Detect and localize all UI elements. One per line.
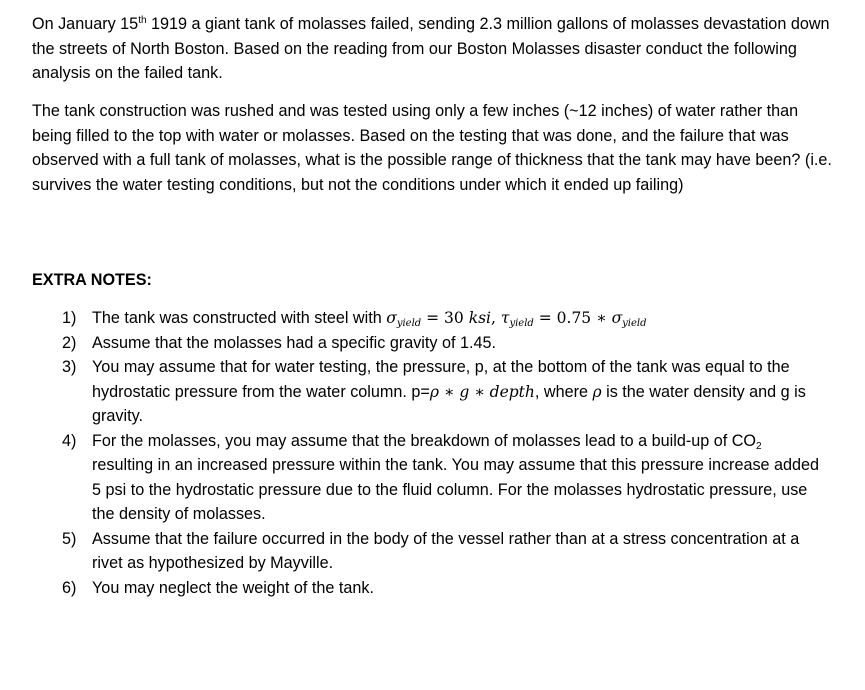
intro-paragraph (32, 12, 832, 86)
note-item-4 (62, 429, 822, 527)
note-number: 2) (62, 333, 77, 352)
pressure-formula: ρ ∗ g ∗ depth (429, 382, 535, 401)
note-text: You may neglect the weight of the tank. (92, 578, 374, 597)
note-number: 3) (62, 358, 77, 376)
yield-subscript: yield (396, 318, 422, 329)
note-item-6 (62, 576, 822, 601)
note-text: Assume that the failure occurred in the body of the vessel rather than at a stress concentration at a rivet as hypothesized by Mayville. (92, 529, 800, 572)
note-text-cont: resulting in an increased pressure within the tank. You may assume that this pressure increase added 5 psi to the hydrostatic pressure due to the fluid column. For the molasses hydrostatic pressure, use the density of molasses. (92, 456, 820, 523)
note-item-2 (62, 331, 822, 356)
tau-subscript: yield (509, 318, 534, 329)
notes-list (62, 306, 822, 600)
rho-symbol: ρ (592, 382, 602, 401)
note-text-end: is the water density and g is gravity. (92, 382, 806, 425)
extra-notes-heading: EXTRA NOTES: (32, 271, 152, 289)
intro-text-start: On January 15 (32, 15, 139, 33)
note-text: The tank was constructed with steel with (92, 309, 387, 327)
note-number: 6) (62, 578, 77, 597)
sigma-symbol: σ (386, 309, 397, 327)
tau-symbol: τ (500, 309, 510, 327)
intro-text-rest: 1919 a giant tank of molasses failed, sending 2.3 million gallons of molasses devastation down the streets of North Boston. Based on the reading from our Boston Molasses disaster conduct the following analysis on the failed tank. (32, 15, 830, 82)
comma: , (491, 309, 501, 327)
note-text: Assume that the molasses had a specific gravity of 1.45. (92, 333, 496, 352)
ksi-unit: ksi (468, 309, 491, 327)
note-number: 5) (62, 529, 77, 548)
note-item-5 (62, 527, 822, 576)
note-item-1 (62, 306, 822, 331)
yield-subscript-2: yield (622, 318, 647, 329)
note-number: 1) (62, 309, 77, 327)
ordinal-suffix: th (138, 15, 147, 26)
note-item-3 (62, 355, 822, 429)
note-text-cont: , where (534, 382, 593, 401)
note-text: You may assume that for water testing, the pressure, p, at the bottom of the tank was equal to the hydrostatic pressure from the water column. p= (92, 358, 790, 401)
note-number: 4) (62, 431, 77, 450)
co2-subscript: 2 (756, 440, 762, 452)
yield-stress-formula (386, 309, 646, 327)
equals-factor: = 0.75 ∗ (533, 309, 612, 327)
sigma-symbol-2: σ (611, 309, 623, 327)
equals-value: = 30 (421, 309, 469, 327)
note-text: For the molasses, you may assume that the breakdown of molasses lead to a build-up of CO (92, 431, 757, 450)
question-paragraph: The tank construction was rushed and was tested using only a few inches (~12 inches) of water rather than being filled to the top with water or molasses. Based on the testing that was done, and the failure that was observed with a full tank of molasses, what is the possible range of thickness that the tank may have been? (i.e. survives the water testing conditions, but not the conditions under which it ended up failing) (32, 102, 832, 194)
